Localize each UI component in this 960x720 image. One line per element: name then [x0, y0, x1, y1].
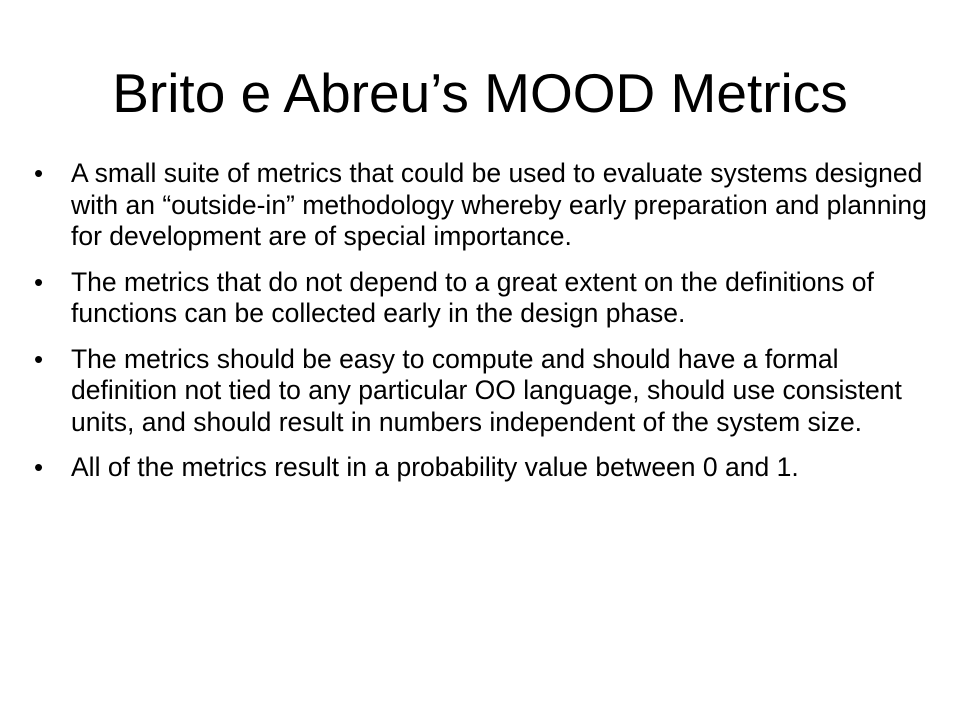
bullet-text: A small suite of metrics that could be used to evaluate systems designed with an “outside-in” methodology whereby early preparation and planning for development are of special importance.	[71, 158, 927, 251]
bullet-item	[34, 158, 934, 253]
bullet-item	[34, 452, 934, 484]
bullet-marker-icon: •	[34, 452, 44, 482]
bullet-item	[34, 267, 934, 330]
bullet-marker-icon: •	[34, 158, 44, 188]
bullet-list	[34, 158, 934, 498]
bullet-item	[34, 344, 934, 439]
bullet-marker-icon: •	[34, 343, 44, 374]
slide-title: Brito e Abreu’s MOOD Metrics	[112, 62, 848, 124]
bullet-text: The metrics should be easy to compute and should have a formal definition not tied to any particular OO language, should use consistent units, and should result in numbers independent of the system size.	[71, 343, 902, 437]
bullet-marker-icon: •	[34, 266, 44, 297]
bullet-text: The metrics that do not depend to a great extent on the definitions of functions can be collected early in the design phase.	[71, 266, 874, 328]
bullet-text: All of the metrics result in a probability value between 0 and 1.	[71, 452, 799, 482]
